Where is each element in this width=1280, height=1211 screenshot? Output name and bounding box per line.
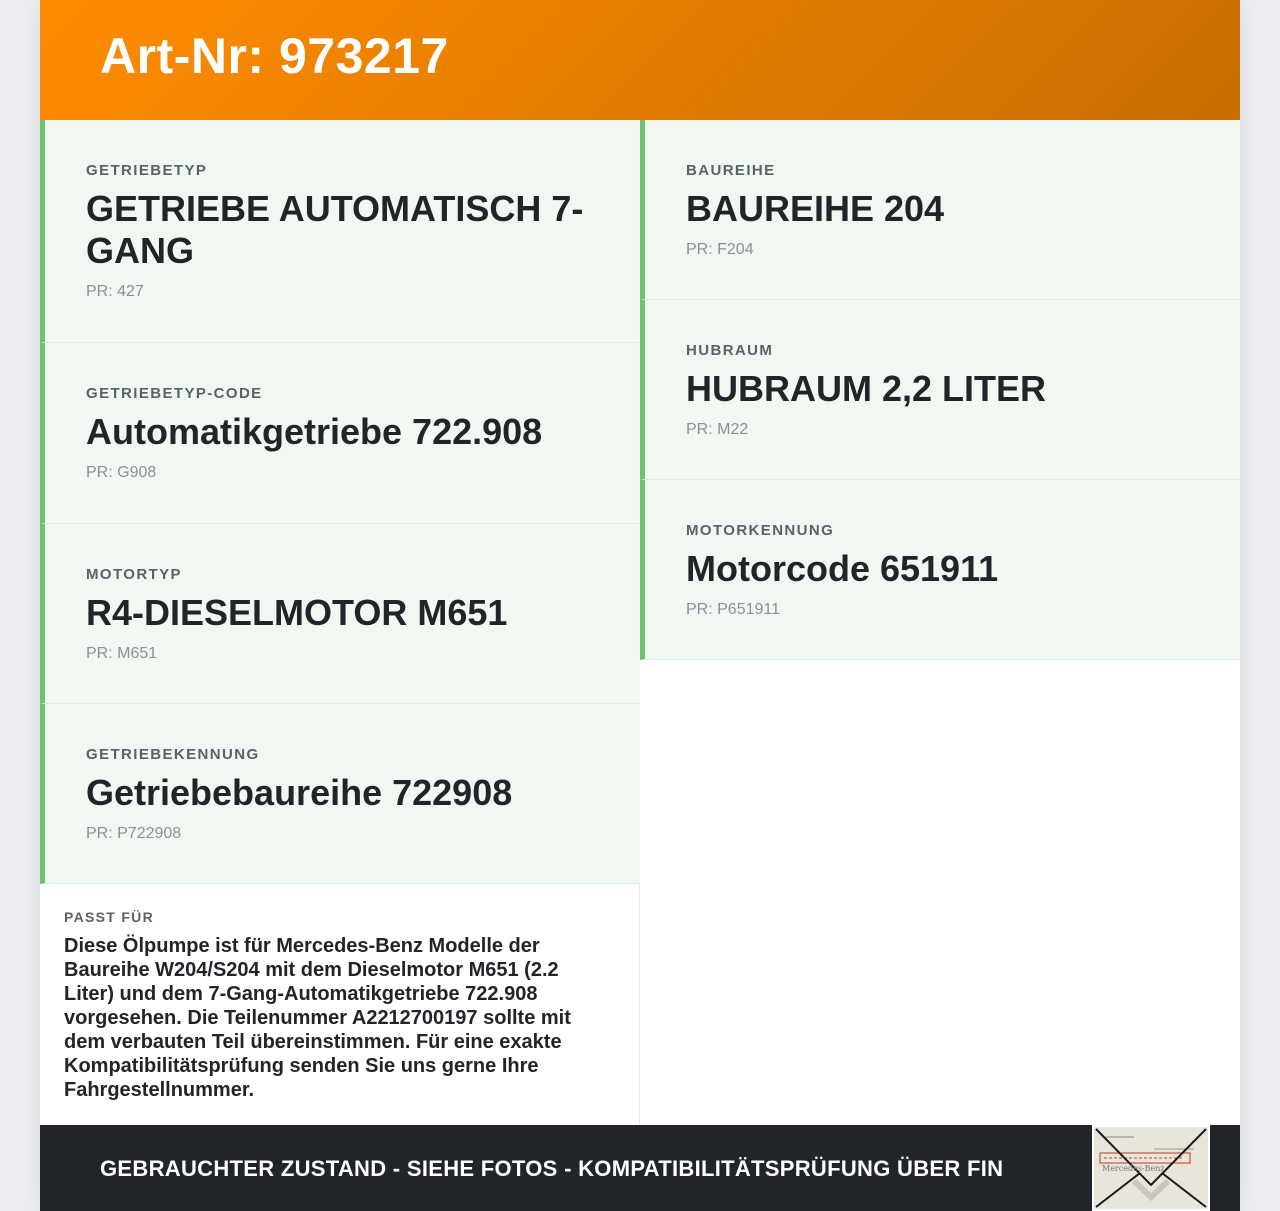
document-thumbnail xyxy=(1092,1125,1210,1211)
spec-code: PR: M22 xyxy=(686,421,749,438)
compatibility-text: Diese Ölpumpe ist für Mercedes-Benz Modelle der Baureihe W204/S204 mit dem Dieselmotor M651 (2.2 Liter) und dem 7-Gang-Automatikgetriebe 722.908 vorgesehen. Die Teilenummer A2212700197 sollte mit dem verbauten Teil übereinstimmen. Für eine exakte Kompatibilitätsprüfung senden Sie uns gerne Ihre Fahrgestellnummer. xyxy=(64,935,571,1101)
spec-card-getriebetyp xyxy=(40,120,640,343)
product-sheet xyxy=(40,0,1240,1211)
spec-code: PR: M651 xyxy=(86,645,158,662)
spec-label: HUBRAUM xyxy=(686,342,774,359)
spec-label: MOTORTYP xyxy=(86,566,182,583)
spec-card-motortyp xyxy=(40,524,640,704)
spec-value: GETRIEBE AUTOMATISCH 7-GANG xyxy=(86,188,584,271)
stamp-text: Mercedes-Benz xyxy=(1102,1164,1165,1173)
footer-notice: GEBRAUCHTER ZUSTAND - SIEHE FOTOS - KOMPATIBILITÄTSPRÜFUNG ÜBER FIN xyxy=(100,1156,1004,1181)
spec-label: GETRIEBETYP xyxy=(86,162,208,179)
spec-card-hubraum xyxy=(640,300,1240,480)
spec-card-getriebekennung xyxy=(40,704,640,884)
spec-code: PR: 427 xyxy=(86,283,144,300)
spec-code: PR: P651911 xyxy=(686,601,780,618)
spec-value: Getriebebaureihe 722908 xyxy=(86,772,513,813)
spec-value: R4-DIESELMOTOR M651 xyxy=(86,592,508,633)
spec-column-left xyxy=(40,120,640,884)
spec-label: GETRIEBEKENNUNG xyxy=(86,746,260,763)
compatibility-label: PASST FÜR xyxy=(64,909,154,925)
spec-value: BAUREIHE 204 xyxy=(686,188,945,229)
spec-code: PR: P722908 xyxy=(86,825,182,842)
spec-value: Automatikgetriebe 722.908 xyxy=(86,411,543,452)
footer-banner xyxy=(40,1125,1240,1211)
document-envelope-icon xyxy=(1094,1127,1208,1209)
header-banner xyxy=(40,0,1240,120)
spec-card-getriebetyp-code xyxy=(40,343,640,524)
spec-column-right xyxy=(640,120,1240,660)
spec-value: HUBRAUM 2,2 LITER xyxy=(686,368,1047,409)
spec-label: GETRIEBETYP-CODE xyxy=(86,385,263,402)
spec-card-baureihe xyxy=(640,120,1240,300)
compatibility-section xyxy=(40,884,640,1125)
spec-label: BAUREIHE xyxy=(686,162,776,179)
spec-label: MOTORKENNUNG xyxy=(686,522,835,539)
spec-code: PR: F204 xyxy=(686,241,754,258)
spec-code: PR: G908 xyxy=(86,464,157,481)
spec-card-motorkennung xyxy=(640,480,1240,660)
spec-value: Motorcode 651911 xyxy=(686,548,999,589)
article-number-title: Art-Nr: 973217 xyxy=(100,28,449,84)
